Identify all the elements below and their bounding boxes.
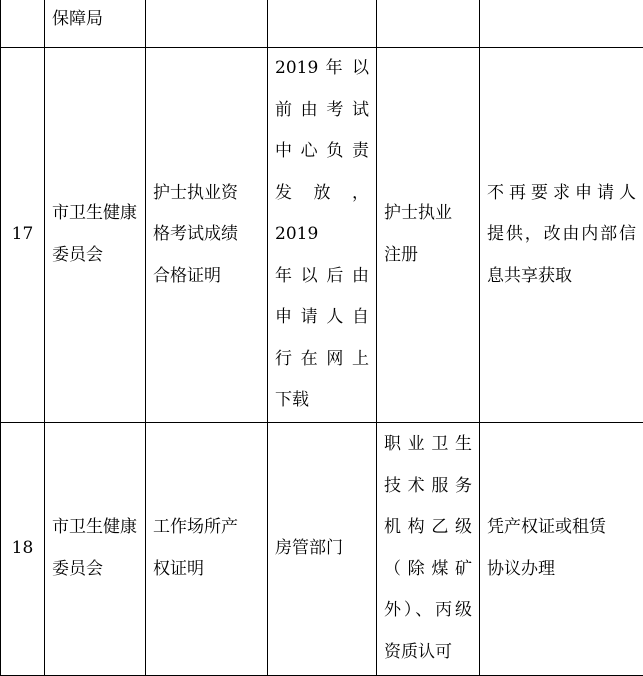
cell-no (1, 0, 45, 48)
cell-empty (146, 0, 268, 48)
source-cell: 2019 年 以 前由考试 中心负责 发放，2019 年以后由 申请人自 行在网上 下载 (268, 48, 377, 423)
department-cell: 市卫生健康 委员会 (45, 422, 146, 675)
row-number: 17 (1, 48, 45, 423)
department-cell: 市卫生健康 委员会 (45, 48, 146, 423)
cell-empty (480, 0, 643, 48)
cell-empty (377, 0, 480, 48)
source-cell: 房管部门 (268, 422, 377, 675)
material-cell: 护士执业资 格考试成绩 合格证明 (146, 48, 268, 423)
table-row (1, 422, 643, 675)
method-cell: 不再要求申请人 提供，改由内部信 息共享获取 (480, 48, 643, 423)
material-cell: 工作场所产 权证明 (146, 422, 268, 675)
cell-empty (268, 0, 377, 48)
method-cell: 凭产权证或租赁 协议办理 (480, 422, 643, 675)
table-row-partial (1, 0, 643, 48)
row-number: 18 (1, 422, 45, 675)
table-row (1, 48, 643, 423)
cell-material-tail: 保障局 (45, 0, 146, 48)
item-cell: 护士执业 注册 (377, 48, 480, 423)
item-cell: 职业卫生 技术服务 机构乙级 （除煤矿 外）、丙级 资质认可 (377, 422, 480, 675)
